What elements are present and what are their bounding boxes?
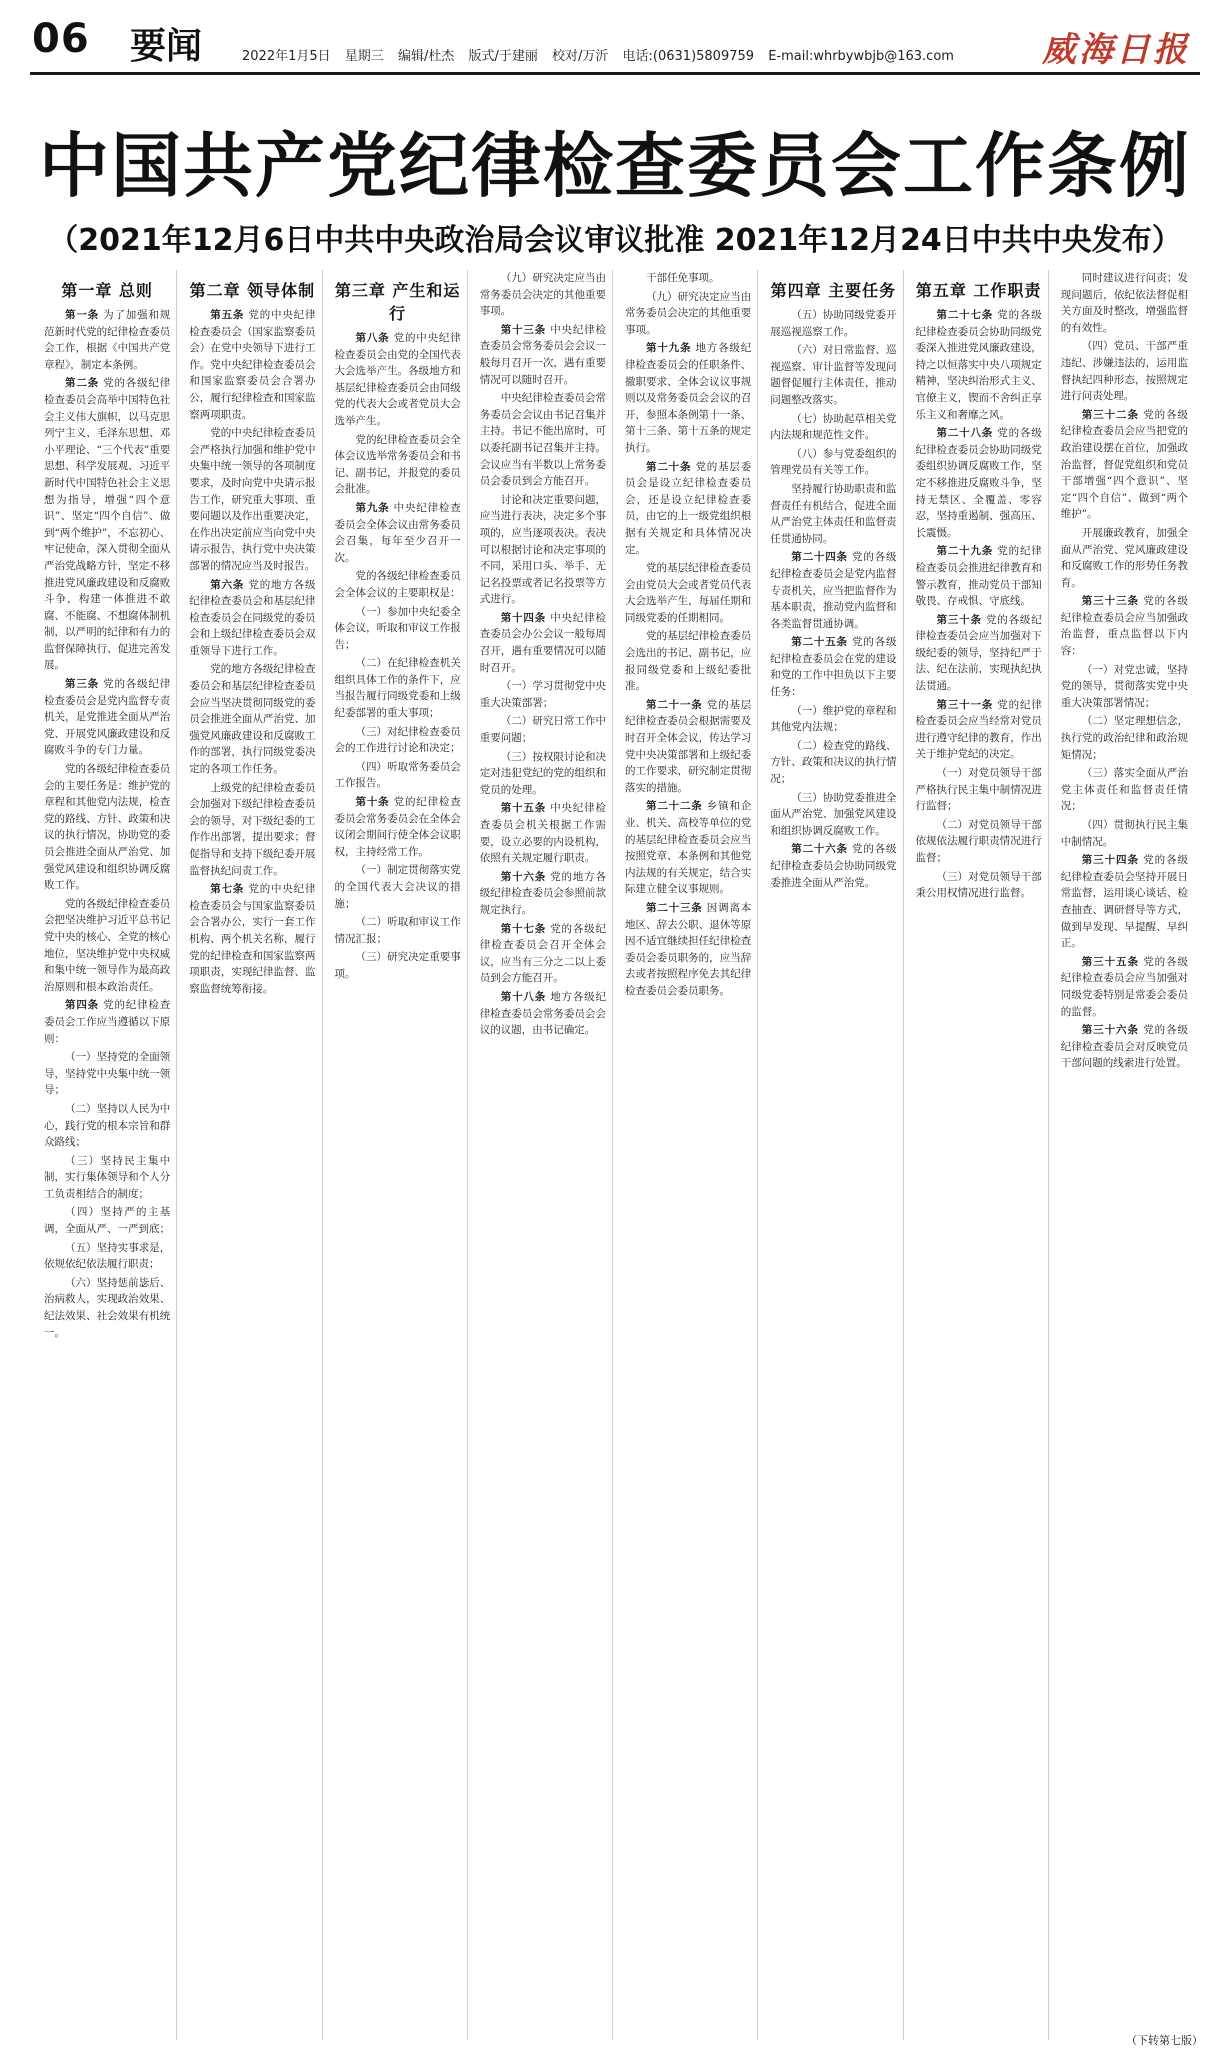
article-paragraph <box>44 375 170 674</box>
paragraph-text: 党的各级纪律检查委员会应当加强对同级党委特别是常委会委员的监督。 <box>1060 955 1189 1018</box>
article-number: 第二十八条 <box>936 427 994 440</box>
article-paragraph <box>1061 817 1188 850</box>
article-subtitle: （2021年12月6日中共中央政治局会议审议批准 2021年12月24日中共中央发布） <box>48 223 1182 258</box>
article-paragraph <box>770 342 896 408</box>
article-paragraph <box>770 634 896 700</box>
article-paragraph <box>770 703 896 736</box>
paragraph-text: 党的基层纪律检查委员会选出的书记、副书记，应报同级党委和上级纪委批准。 <box>625 630 752 693</box>
article-paragraph <box>335 500 461 566</box>
text-column <box>625 270 758 2040</box>
paragraph-text: 党的基层纪律检查委员会由党员大会或者党员代表大会选举产生，每届任期和同级党委的任期相同。 <box>625 562 752 624</box>
article-number: 第四条 <box>65 999 99 1012</box>
paragraph-text: （二）对党员领导干部依规依法履行职责情况进行监督； <box>915 818 1042 864</box>
article-number: 第三十六条 <box>1081 1024 1139 1037</box>
article-paragraph <box>480 713 606 746</box>
article-paragraph <box>480 800 606 866</box>
paragraph-text: 党的地方各级纪律检查委员会和基层纪律检查委员会应当坚决贯彻同级党的委员会推进全面从严治党、加强党风廉政建设和反腐败工作的部署，执行同级党委决定的各项工作任务。 <box>189 663 316 776</box>
article-paragraph <box>335 724 461 757</box>
article-paragraph <box>44 1153 170 1203</box>
article-paragraph <box>189 661 315 777</box>
article-paragraph <box>1061 593 1188 659</box>
article-paragraph <box>625 560 751 626</box>
article-paragraph <box>1061 662 1188 712</box>
article-paragraph <box>625 289 751 339</box>
article-number: 第十八条 <box>500 990 547 1003</box>
article-number: 第十六条 <box>500 870 547 883</box>
article-paragraph <box>625 340 751 456</box>
article-number: 第三十四条 <box>1081 854 1139 867</box>
article-number: 第八条 <box>355 332 390 344</box>
article-paragraph <box>625 900 751 1000</box>
paragraph-text: （三）落实全面从严治党主体责任和监督责任情况； <box>1060 767 1188 813</box>
paragraph-text: 中央纪律检查委员会办公会议一般每周召开，遇有重要情况可以随时召开。 <box>479 611 607 674</box>
paragraph-text: （四）党员、干部严重违纪、涉嫌违法的，运用监督执纪四种形态，按照规定进行问责处理。 <box>1060 340 1188 403</box>
article-body <box>44 270 1194 2040</box>
paragraph-text: 中央纪律检查委员会全体会议由常务委员会召集，每年至少召开一次。 <box>334 501 461 564</box>
paragraph-text: （九）研究决定应当由常务委员会决定的其他重要事项。 <box>479 272 606 318</box>
paragraph-text: 坚持履行协助职责和监督责任有机结合，促进全面从严治党主体责任和监督责任贯通协同。 <box>770 482 897 545</box>
article-paragraph <box>916 425 1042 541</box>
paragraph-text: 党的中央纪律检查委员会（国家监察委员会）在党中央领导下进行工作。党中央纪律检查委员会和国家监察委员会合署办公，履行纪律检查和国家监察两项职责。 <box>189 309 316 421</box>
article-number: 第三十五条 <box>1081 955 1139 968</box>
article-number: 第三十二条 <box>1081 408 1139 421</box>
paragraph-text: 开展廉政教育，加强全面从严治党、党风廉政建设和反腐败工作的形势任务教育。 <box>1060 526 1188 589</box>
article-number: 第七条 <box>210 883 245 896</box>
paragraph-text: 党的各级纪律检查委员会协助同级党委组织协调反腐败工作，坚定不移推进反腐败斗争，坚持无禁区、全覆盖、零容忍，坚持重遏制、强高压、长震慑。 <box>915 427 1042 539</box>
article-paragraph <box>44 676 170 759</box>
editor: 编辑/杜杰 <box>397 49 455 64</box>
article-number: 第二十二条 <box>646 800 703 813</box>
paragraph-text: 党的基层委员会是设立纪律检查委员会，还是设立纪律检查委员，由它的上一级党组织根据有关规定和具体情况决定。 <box>625 460 752 556</box>
article-paragraph <box>335 330 461 430</box>
chapter-heading: 第二章 领导体制 <box>189 281 316 300</box>
article-paragraph <box>480 749 606 799</box>
article-number: 第六条 <box>210 578 245 591</box>
article-paragraph <box>625 270 751 287</box>
article-paragraph <box>480 270 606 320</box>
article-paragraph <box>916 697 1042 763</box>
article-paragraph <box>44 1204 170 1237</box>
article-paragraph <box>44 1049 170 1099</box>
paragraph-text: 乡镇和企业、机关、高校等单位的党的基层纪律检查委员会应当按照党章、本条例和其他党内法规的有关规定，结合实际建立健全议事规则。 <box>625 800 752 896</box>
article-paragraph <box>1061 338 1188 404</box>
article-paragraph <box>480 610 606 676</box>
article-paragraph <box>189 577 315 660</box>
chapter-heading: 第一章 总则 <box>61 281 153 300</box>
paragraph-text: 党的各级纪律检查委员会高举中国特色社会主义伟大旗帜，以马克思列宁主义、毛泽东思想、邓小平理论、“三个代表”重要思想、科学发展观、习近平新时代中国特色社会主义思想为指导，增强“四个意识”、坚定“四个自信”、做到“两个维护”，不忘初心、牢记使命，深入贯彻全面从严治党战略方针，坚定不移推进党风廉政建设和反腐败斗争，构建一体推进不敢腐、不能腐、不想腐体制机制，以严明的纪律和有力的监督保障执行、促进完善发展。 <box>44 377 171 672</box>
continued-note: （下转第七版） <box>1126 2034 1203 2047</box>
newspaper-logo: 威海日报 <box>1042 30 1190 70</box>
article-paragraph <box>1061 407 1188 523</box>
chapter-heading: 第五章 工作职责 <box>915 281 1042 300</box>
paragraph-text: 党的地方各级纪律检查委员会和基层纪律检查委员会在同级党的委员会和上级纪律检查委员会双重领导下进行工作。 <box>189 578 316 657</box>
paragraph-text: 干部任免事项。 <box>646 272 720 284</box>
article-paragraph <box>44 307 170 373</box>
article-paragraph <box>1061 713 1188 763</box>
layout-editor: 版式/于建丽 <box>468 49 538 64</box>
paragraph-text: （五）协助同级党委开展巡视巡察工作。 <box>770 309 897 338</box>
paragraph-text: （一）参加中央纪委全体会议，听取和审议工作报告； <box>334 605 461 651</box>
paragraph-text: （一）对党员领导干部严格执行民主集中制情况进行监督； <box>915 767 1042 813</box>
section-name: 要闻 <box>130 26 203 67</box>
article-paragraph <box>480 989 606 1039</box>
paragraph-text: （五）坚持实事求是，依规依纪依法履行职责； <box>44 1241 171 1271</box>
article-paragraph <box>625 697 751 797</box>
paragraph-text: （七）协助起草相关党内法规和规范性文件。 <box>770 412 897 442</box>
email: E-mail:whrbywbjb@163.com <box>768 49 954 64</box>
paragraph-text: （三）坚持民主集中制，实行集体领导和个人分工负责相结合的制度； <box>44 1154 171 1200</box>
article-paragraph <box>44 997 170 1047</box>
paragraph-text: 党的各级纪律检查委员会协助同级党委推进全面从严治党。 <box>770 843 897 889</box>
article-paragraph <box>44 896 170 996</box>
paragraph-text: 党的各级纪律检查委员会召开全体会议，应当有三分之二以上委员到会方能召开。 <box>479 922 607 985</box>
paragraph-text: 党的中央纪律检查委员会由党的全国代表大会选举产生。各级地方和基层纪律检查委员会由同级党的代表大会或者党员大会选举产生。 <box>334 332 461 427</box>
article-number: 第二十五条 <box>791 636 848 649</box>
paragraph-text: 党的各级纪律检查委员会是党内监督专责机关，应当把监督作为基本职责，推动党内监督和各类监督贯通协调。 <box>770 551 897 630</box>
paragraph-text: 党的各级纪律检查委员会坚持开展日常监督，运用谈心谈话、检查抽查、调研督导等方式，做到早发现、早提醒、早纠正。 <box>1060 854 1189 950</box>
article-paragraph <box>916 543 1042 609</box>
article-paragraph <box>916 869 1042 902</box>
article-paragraph <box>625 628 751 694</box>
paragraph-text: 党的各级纪律检查委员会在党的建设和党的工作中担负以下主要任务： <box>770 636 897 699</box>
article-paragraph <box>189 425 315 574</box>
article-paragraph <box>44 761 170 894</box>
article-paragraph <box>44 1275 170 1341</box>
masthead-meta <box>242 45 964 64</box>
paragraph-text: 地方各级纪律检查委员会常务委员会会议的议题，由书记确定。 <box>479 990 607 1037</box>
article-number: 第三十条 <box>936 613 982 626</box>
article-number: 第三条 <box>65 678 99 691</box>
paragraph-text: 党的各级纪律检查委员会对反映党员干部问题的线索进行处置。 <box>1060 1024 1189 1070</box>
chapter-heading: 第四章 主要任务 <box>770 281 897 300</box>
paragraph-text: 中央纪律检查委员会常务委员会会议由书记召集并主持。书记不能出席时，可以委托副书记召集并主持。会议应当有半数以上常务委员会委员到会方能召开。 <box>479 392 606 488</box>
article-number: 第二十条 <box>646 460 692 473</box>
phone: 电话:(0631)5809759 <box>622 49 755 64</box>
paragraph-text: （一）对党忠诚，坚持党的领导，贯彻落实党中央重大决策部署情况； <box>1060 663 1188 709</box>
paragraph-text: （二）研究日常工作中重要问题； <box>479 715 606 745</box>
article-number: 第二条 <box>65 377 99 390</box>
text-column <box>44 270 177 2040</box>
paragraph-text: 党的地方各级纪律检查委员会参照前款规定执行。 <box>479 870 607 916</box>
article-paragraph <box>916 307 1042 423</box>
article-paragraph <box>335 914 461 947</box>
article-number: 第一条 <box>65 309 99 321</box>
paragraph-text: 中央纪律检查委员会机关根据工作需要，设立必要的内设机构，依照有关规定履行职责。 <box>479 802 607 865</box>
paragraph-text: （二）听取和审议工作情况汇报； <box>334 916 461 945</box>
paragraph-text: 党的纪律检查委员会推进纪律教育和警示教育，推动党员干部知敬畏、存戒惧、守底线。 <box>915 545 1042 608</box>
paragraph-text: （二）检查党的路线、方针、政策和决议的执行情况； <box>770 739 897 786</box>
article-paragraph <box>1061 1022 1188 1072</box>
article-paragraph <box>770 446 896 479</box>
paragraph-text: （八）参与党委组织的管理党员有关等工作。 <box>770 447 897 477</box>
article-number: 第十四条 <box>500 611 547 624</box>
paragraph-text: （三）协助党委推进全面从严治党、加强党风建设和组织协调反腐败工作。 <box>770 791 897 837</box>
article-number: 第二十一条 <box>646 698 703 711</box>
paragraph-text: （四）听取常务委员会工作报告。 <box>334 760 461 790</box>
article-paragraph <box>335 432 461 498</box>
article-paragraph <box>480 492 606 608</box>
paragraph-text: 党的各级纪律检查委员会协助同级党委深入推进党风廉政建设，持之以恒落实中央八项规定精神，坚决纠治形式主义、官僚主义，锲而不舍纠正享乐主义和奢靡之风。 <box>915 309 1042 421</box>
paragraph-text: （九）研究决定应当由常务委员会决定的其他重要事项。 <box>625 290 752 336</box>
paragraph-text: （一）学习贯彻党中央重大决策部署； <box>479 680 606 709</box>
text-column <box>916 270 1049 2040</box>
masthead <box>30 0 1200 75</box>
issue-date: 2022年1月5日 <box>242 49 331 64</box>
article-paragraph <box>480 921 606 987</box>
text-column <box>335 270 468 2040</box>
paragraph-text: （三）对党员领导干部秉公用权情况进行监督。 <box>915 870 1042 900</box>
text-column <box>770 270 903 2040</box>
article-paragraph <box>480 390 606 490</box>
article-paragraph <box>770 411 896 444</box>
paragraph-text: 党的各级纪律检查委员会应当把党的政治建设摆在首位，加强政治监督，督促党组织和党员干部增强“四个意识”、坚定“四个自信”、做到“两个维护”。 <box>1060 408 1189 521</box>
paragraph-text: 党的基层纪律检查委员会根据需要及时召开全体会议，传达学习党中央决策部署和上级纪委的工作要求，研究制定贯彻落实的措施。 <box>625 698 752 794</box>
article-paragraph <box>1061 765 1188 815</box>
paragraph-text: 党的中央纪律检查委员会与国家监察委员会合署办公，实行一套工作机构、两个机关名称，履行党的纪律检查和国家监察两项职责，实现纪律监督、监察监督统筹衔接。 <box>189 883 316 995</box>
article-paragraph <box>335 759 461 792</box>
paragraph-text: 地方各级纪律检查委员会的任职条件、撤职要求、全体会议议事规则以及常务委员会会议的召开，参照本条例第十一条、第十三条、第十五条的规定执行。 <box>625 342 752 454</box>
article-paragraph <box>625 798 751 898</box>
paragraph-text: （六）对日常监督、巡视巡察、审计监督等发现问题督促履行主体责任，推动问题整改落实。 <box>770 344 897 406</box>
article-paragraph <box>335 655 461 721</box>
article-paragraph <box>480 869 606 919</box>
article-number: 第九条 <box>355 501 390 514</box>
paragraph-text: 为了加强和规范新时代党的纪律检查委员会工作，根据《中国共产党章程》，制定本条例。 <box>44 309 171 371</box>
article-paragraph <box>335 949 461 982</box>
article-paragraph <box>335 604 461 654</box>
article-paragraph <box>335 862 461 912</box>
paragraph-text: 同时建议进行问责；发现问题后，依纪依法督促相关方面及时整改，增强监督的有效性。 <box>1060 272 1188 334</box>
article-paragraph <box>1061 525 1188 591</box>
article-number: 第二十四条 <box>791 551 848 564</box>
paragraph-text: 党的中央纪律检查委员会严格执行加强和维护党中央集中统一领导的各项制度要求，及时向党中央请示报告工作，研究重大事项、重要问题以及作出重要决定，在作出决定前应当向党中央请示报告，执行党中央决策部署的情况应当及时报告。 <box>189 427 316 572</box>
article-paragraph <box>770 841 896 891</box>
article-paragraph <box>916 817 1042 867</box>
text-column <box>189 270 322 2040</box>
article-paragraph <box>916 612 1042 695</box>
article-number: 第三十三条 <box>1081 595 1139 608</box>
paragraph-text: （一）坚持党的全面领导，坚持党中央集中统一领导； <box>44 1051 171 1097</box>
article-paragraph <box>480 322 606 388</box>
paragraph-text: （二）在纪律检查机关组织具体工作的条件下，应当报告履行同级党委和上级纪委部署的重大事项； <box>334 657 461 720</box>
paragraph-text: （三）对纪律检查委员会的工作进行讨论和决定； <box>334 725 461 755</box>
article-paragraph <box>1061 852 1188 952</box>
paragraph-text: 党的各级纪律检查委员会应当加强政治监督，重点监督以下内容： <box>1060 595 1189 658</box>
paragraph-text: 党的各级纪律检查委员会全体会议的主要职权是： <box>334 570 461 599</box>
paragraph-text: 党的纪律检查委员会应当经常对党员进行遵守纪律的教育，作出关于维护党纪的决定。 <box>915 698 1042 761</box>
article-number: 第二十七条 <box>936 309 994 321</box>
text-column <box>1061 270 1194 2040</box>
article-paragraph <box>480 678 606 711</box>
article-paragraph <box>335 568 461 601</box>
weekday: 星期三 <box>344 49 384 64</box>
paragraph-text: （一）维护党的章程和其他党内法规； <box>770 704 897 734</box>
article-number: 第五条 <box>210 309 245 321</box>
paragraph-text: 党的各级纪律检查委员会是党内监督专责机关，是党推进全面从严治党、开展党风廉政建设和反腐败斗争的专门力量。 <box>44 678 171 757</box>
page-number: 06 <box>32 16 90 62</box>
article-paragraph <box>1061 270 1188 336</box>
paragraph-text: 上级党的纪律检查委员会加强对下级纪律检查委员会的领导，对下级纪委的工作作出部署，提出要求；督促指导和支持下级纪委开展监督执纪问责工作。 <box>189 781 316 877</box>
proofreader: 校对/万沂 <box>552 49 609 64</box>
article-paragraph <box>770 790 896 840</box>
text-column <box>480 270 613 2040</box>
paragraph-text: 党的纪律检查委员会工作应当遵循以下原则： <box>44 999 171 1045</box>
paragraph-text: 因调离本地区、辞去公职、退休等原因不适宜继续担任纪律检查委员会委员职务的，应当辞去或者按照程序免去其纪律检查委员会委员职务。 <box>625 901 752 997</box>
article-number: 第十五条 <box>500 802 547 815</box>
paragraph-text: （二）坚定理想信念，执行党的政治纪律和政治规矩情况； <box>1060 715 1188 761</box>
paragraph-text: 党的各级纪律检查委员会把坚决维护习近平总书记党中央的核心、全党的核心地位，坚决维护党中央权威和集中统一领导作为最高政治原则和根本政治责任。 <box>44 897 171 993</box>
paragraph-text: 党的纪律检查委员会全体会议选举常务委员会和书记、副书记，并报党的委员会批准。 <box>334 433 461 496</box>
article-number: 第十条 <box>355 796 390 809</box>
article-paragraph <box>189 780 315 880</box>
article-paragraph <box>625 459 751 559</box>
chapter-heading: 第三章 产生和运行 <box>334 281 461 323</box>
article-paragraph <box>335 794 461 860</box>
paragraph-text: （二）坚持以人民为中心，践行党的根本宗旨和群众路线； <box>44 1102 171 1149</box>
article-title: 中国共产党纪律检查委员会工作条例 <box>39 124 1191 207</box>
article-paragraph <box>916 765 1042 815</box>
article-number: 第十九条 <box>646 342 692 355</box>
article-number: 第三十一条 <box>936 698 994 711</box>
article-number: 第十七条 <box>500 922 547 935</box>
paragraph-text: 讨论和决定重要问题，应当进行表决，决定多个事项的，应当逐项表决。表决可以根据讨论和决定事项的不同，采用口头、举手、无记名投票或者记名投票等方式进行。 <box>479 493 606 606</box>
article-paragraph <box>189 307 315 423</box>
article-number: 第十三条 <box>500 323 547 336</box>
paragraph-text: （四）贯彻执行民主集中制情况。 <box>1060 819 1188 848</box>
article-paragraph <box>770 307 896 340</box>
paragraph-text: （三）按权限讨论和决定对违犯党纪的党的组织和党员的处理。 <box>479 750 606 796</box>
article-paragraph <box>770 481 896 547</box>
paragraph-text: 中央纪律检查委员会常务委员会会议一般每月召开一次，遇有重要情况可以随时召开。 <box>479 323 607 386</box>
paragraph-text: （四）坚持严的主基调，全面从严、一严到底； <box>44 1206 171 1236</box>
article-paragraph <box>44 1240 170 1273</box>
paragraph-text: 党的各级纪律检查委员会的主要任务是：维护党的章程和其他党内法规，检查党的路线、方针、政策和决议的执行情况，协助党的委员会推进全面从严治党、加强党风建设和组织协调反腐败工作。 <box>44 763 171 892</box>
article-number: 第二十九条 <box>936 545 994 558</box>
paragraph-text: （六）坚持惩前毖后、治病救人，实现政治效果、纪法效果、社会效果有机统一。 <box>44 1276 171 1339</box>
paragraph-text: （三）研究决定重要事项。 <box>334 951 461 980</box>
article-number: 第二十三条 <box>646 901 703 914</box>
article-number: 第二十六条 <box>791 843 848 856</box>
article-paragraph <box>189 881 315 997</box>
article-paragraph <box>44 1101 170 1151</box>
paragraph-text: 党的各级纪律检查委员会应当加强对下级纪委的领导，坚持纪严于法、纪在法前，实现执纪执法贯通。 <box>915 613 1042 693</box>
paragraph-text: 党的纪律检查委员会常务委员会在全体会议闭会期间行使全体会议职权，主持经常工作。 <box>334 796 461 858</box>
paragraph-text: （一）制定贯彻落实党的全国代表大会决议的措施； <box>334 864 461 910</box>
article-paragraph <box>1061 954 1188 1020</box>
article-paragraph <box>770 738 896 788</box>
article-paragraph <box>770 549 896 632</box>
